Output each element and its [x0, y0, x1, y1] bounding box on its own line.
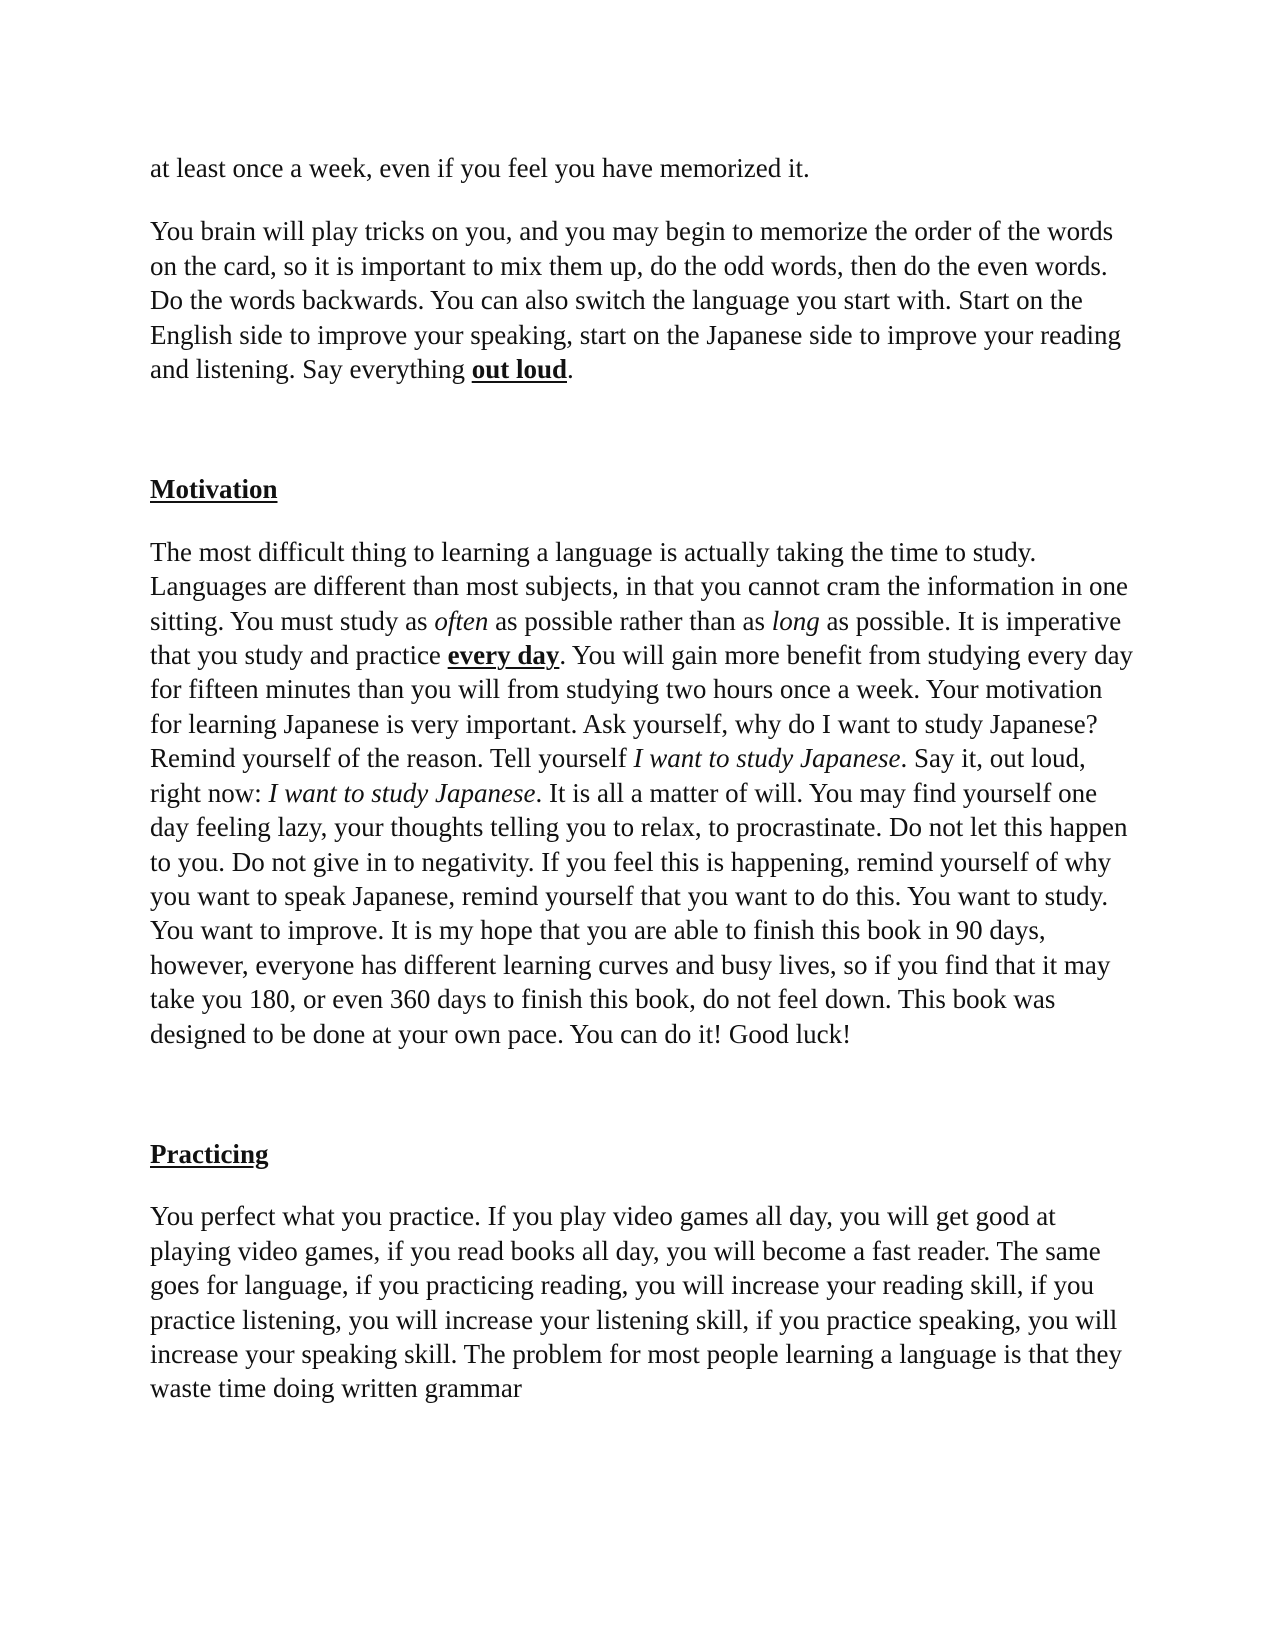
motivation-text-6: . It is all a matter of will. You may find yourself one day feeling lazy, your thoughts telling you to relax, to procrastinate. Do not let this happen to you. Do not give in to negativity. If you feel this is happening, remind yourself of why you want to speak Japanese, remind yourself that you want to do this. You want to study. You want to improve. It is my hope that you are able to finish this book in 90 days, however, everyone has different learning curves and busy lives, so if you find that it may take you 180, or even 360 days to finish this book, do not feel down. This book was designed to be done at your own pace. You can do it! Good luck!: [150, 777, 1128, 1049]
spacer: [150, 185, 1135, 214]
brain-text: You brain will play tricks on you, and you may begin to memorize the order of the words on the card, so it is important to mix them up, do the odd words, then do the even words. Do the words backwards. You can also switch the language you start with. Start on the English side to improve your speaking, start on the Japanese side to improve your reading and listening. Say everything: [150, 216, 1122, 385]
intro-text: at least once a week, even if you feel you have memorized it.: [150, 153, 810, 183]
every-day-emphasis: every day: [447, 640, 560, 671]
brain-text-end: .: [567, 354, 574, 385]
spacer: [150, 1051, 1135, 1137]
out-loud-emphasis: out loud: [471, 354, 567, 385]
motivation-text-2: as possible rather than as: [488, 605, 772, 636]
page-content: [150, 151, 1135, 1406]
heading-practicing: Practicing: [150, 1138, 269, 1169]
spacer: [150, 386, 1135, 472]
paragraph-practicing: [150, 1199, 1135, 1405]
italic-phrase-1: I want to study Japanese: [633, 743, 901, 774]
italic-often: often: [434, 605, 489, 636]
practicing-text: You perfect what you practice. If you play video games all day, you will get good at playing video games, if you read books all day, you will become a fast reader. The same goes for language, if you practicing reading, you will increase your reading skill, if you practice listening, you will increase your listening skill, if you practice speaking, you will increase your speaking skill. The problem for most people learning a language is that they waste time doing written grammar: [150, 1201, 1122, 1404]
motivation-text-3: as possible. It is imperative that you study and practice: [150, 605, 1122, 671]
paragraph-brain-tricks: [150, 214, 1135, 386]
paragraph-motivation: [150, 535, 1135, 1051]
spacer: [150, 1171, 1135, 1199]
spacer: [150, 507, 1135, 535]
italic-long: long: [771, 605, 820, 636]
heading-motivation: Motivation: [150, 474, 278, 505]
motivation-text-4: . You will gain more benefit from studying every day for fifteen minutes than you will from studying two hours once a week. Your motivation for learning Japanese is very important. Ask yourself, why do I want to study Japanese? Remind yourself of the reason. Tell yourself: [150, 640, 1134, 774]
motivation-text-1: The most difficult thing to learning a language is actually taking the time to study. Languages are different than most subjects, in that you cannot cram the information in one sitting. You must study as: [150, 536, 1128, 636]
italic-phrase-2: I want to study Japanese: [268, 777, 536, 808]
paragraph-intro: [150, 151, 1135, 185]
motivation-text-5: . Say it, out loud, right now:: [150, 743, 1086, 808]
